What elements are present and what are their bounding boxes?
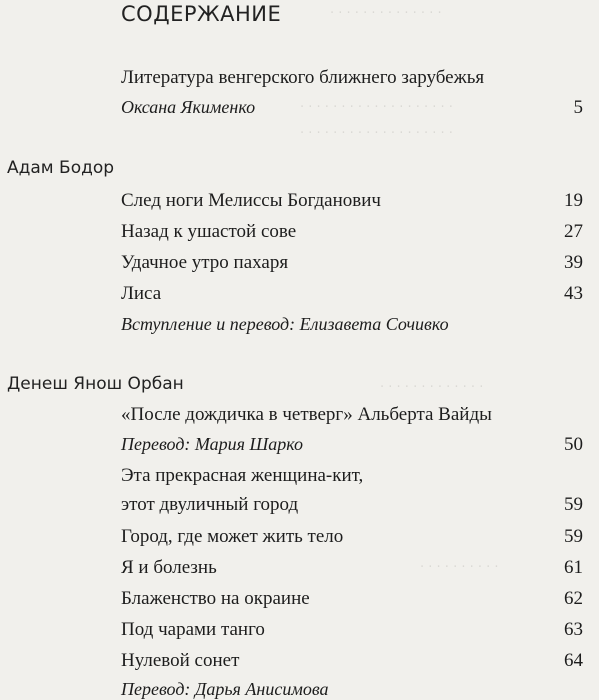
page-number: 59 xyxy=(564,526,583,547)
page-number: 62 xyxy=(564,588,583,609)
bleed-through: · · · · · · · · · · · · · xyxy=(380,380,484,395)
section-author-title: Денеш Янош Орбан xyxy=(7,374,184,394)
toc-entry[interactable] xyxy=(121,494,583,522)
page-number: 50 xyxy=(564,434,583,455)
toc-entry[interactable] xyxy=(121,588,583,616)
page-number: 61 xyxy=(564,557,583,578)
entry-title: Блаженство на окраине xyxy=(121,588,310,609)
page-number: 63 xyxy=(564,619,583,640)
toc-entry-intro[interactable] xyxy=(121,67,583,95)
page-number: 27 xyxy=(564,221,583,242)
toc-entry[interactable] xyxy=(121,283,583,311)
entry-title: «После дождичка в четверг» Альберта Вайды xyxy=(121,404,492,425)
page-number: 19 xyxy=(564,190,583,211)
entry-title-line1: Эта прекрасная женщина-кит, xyxy=(121,465,364,486)
toc-entry[interactable] xyxy=(121,650,583,678)
toc-entry[interactable] xyxy=(121,404,583,432)
section-author-title: Адам Бодор xyxy=(7,158,115,178)
translation-credit: Вступление и перевод: Елизавета Сочивко xyxy=(121,314,449,334)
page-number: 39 xyxy=(564,252,583,273)
page-title: СОДЕРЖАНИЕ xyxy=(121,2,282,26)
toc-entry[interactable] xyxy=(121,190,583,218)
entry-title: Лиса xyxy=(121,283,162,304)
entry-title: Литература венгерского ближнего зарубежья xyxy=(121,67,485,88)
bleed-through: · · · · · · · · · · · · · · xyxy=(330,6,442,21)
bleed-through: · · · · · · · · · · · · · · · · · · · xyxy=(300,100,453,115)
entry-author: Оксана Якименко xyxy=(121,97,256,117)
entry-title: Удачное утро пахаря xyxy=(121,252,289,273)
translation-credit: Перевод: Дарья Анисимова xyxy=(121,679,329,699)
entry-title: След ноги Мелиссы Богданович xyxy=(121,190,381,211)
entry-title-line2: этот двуличный город xyxy=(121,494,299,515)
toc-entry[interactable] xyxy=(121,221,583,249)
entry-title: Под чарами танго xyxy=(121,619,265,640)
entry-title: Назад к ушастой сове xyxy=(121,221,297,242)
bleed-through: · · · · · · · · · · · · · · · · · · · xyxy=(300,126,453,141)
toc-entry[interactable] xyxy=(121,619,583,647)
entry-title: Нулевой сонет xyxy=(121,650,240,671)
translation-credit: Перевод: Мария Шарко xyxy=(121,434,304,454)
page-number: 43 xyxy=(564,283,583,304)
toc-entry[interactable] xyxy=(121,557,583,585)
toc-entry[interactable] xyxy=(121,252,583,280)
entry-title: Я и болезнь xyxy=(121,557,217,578)
bleed-through: · · · · · · · · · · xyxy=(420,560,499,575)
entry-title: Город, где может жить тело xyxy=(121,526,344,547)
toc-entry[interactable] xyxy=(121,526,583,554)
page-number: 59 xyxy=(564,494,583,515)
page-number: 64 xyxy=(564,650,583,671)
page-number: 5 xyxy=(573,97,583,118)
toc-entry[interactable] xyxy=(121,465,583,493)
